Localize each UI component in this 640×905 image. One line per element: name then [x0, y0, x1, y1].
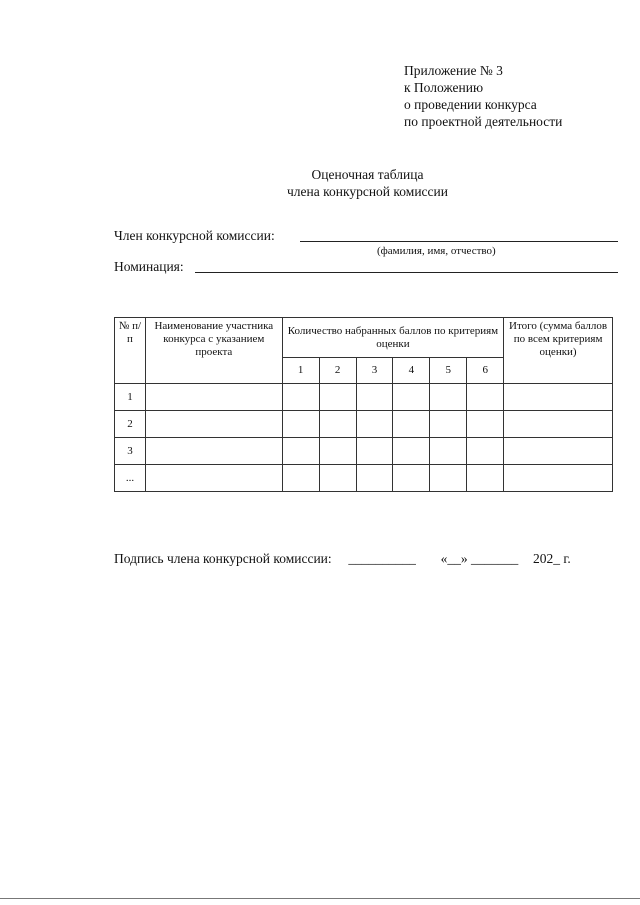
row-number: 1	[115, 384, 146, 411]
nomination-line	[195, 272, 618, 273]
criterion-header: 5	[430, 358, 467, 384]
member-name-line	[300, 241, 618, 242]
appendix-line: Приложение № 3	[404, 63, 503, 78]
participant-cell[interactable]	[145, 384, 282, 411]
criterion-header: 2	[319, 358, 356, 384]
score-cell[interactable]	[282, 438, 319, 465]
score-cell[interactable]	[430, 438, 467, 465]
header-number: № п/п	[115, 318, 146, 384]
score-cell[interactable]	[467, 384, 504, 411]
score-cell[interactable]	[393, 438, 430, 465]
total-cell[interactable]	[504, 384, 613, 411]
signature-blank[interactable]: __________	[348, 551, 416, 566]
row-number: 2	[115, 411, 146, 438]
date-month-blank[interactable]: _______	[471, 551, 519, 566]
signature-line	[114, 551, 571, 567]
score-cell[interactable]	[467, 465, 504, 492]
criterion-header: 6	[467, 358, 504, 384]
date-day[interactable]: «__»	[440, 551, 468, 566]
score-cell[interactable]	[319, 384, 356, 411]
header-scores: Количество набранных баллов по критериям оценки	[282, 318, 503, 358]
score-cell[interactable]	[282, 384, 319, 411]
header-participant: Наименование участника конкурса с указанием проекта	[145, 318, 282, 384]
score-cell[interactable]	[467, 411, 504, 438]
score-cell[interactable]	[430, 465, 467, 492]
score-cell[interactable]	[282, 465, 319, 492]
participant-cell[interactable]	[145, 438, 282, 465]
score-cell[interactable]	[319, 438, 356, 465]
score-cell[interactable]	[319, 465, 356, 492]
signature-label: Подпись члена конкурсной комиссии:	[114, 551, 332, 566]
date-year: 202_ г.	[533, 551, 571, 566]
criterion-header: 3	[356, 358, 393, 384]
page-bottom-rule	[0, 898, 640, 899]
total-cell[interactable]	[504, 438, 613, 465]
nomination-label: Номинация:	[114, 259, 184, 274]
member-hint: (фамилия, имя, отчество)	[377, 245, 496, 257]
title-line: члена конкурсной комиссии	[287, 184, 448, 199]
total-cell[interactable]	[504, 411, 613, 438]
score-cell[interactable]	[393, 384, 430, 411]
header-total: Итого (сумма баллов по всем критериям оценки)	[504, 318, 613, 384]
appendix-line: к Положению	[404, 80, 484, 95]
score-cell[interactable]	[393, 411, 430, 438]
total-cell[interactable]	[504, 465, 613, 492]
evaluation-table	[114, 317, 613, 492]
participant-cell[interactable]	[145, 465, 282, 492]
score-cell[interactable]	[356, 384, 393, 411]
document-title	[0, 166, 640, 200]
appendix-block	[404, 62, 562, 130]
score-cell[interactable]	[356, 465, 393, 492]
member-label: Член конкурсной комиссии:	[114, 228, 275, 243]
row-number: ...	[115, 465, 146, 492]
score-cell[interactable]	[467, 438, 504, 465]
title-line: Оценочная таблица	[311, 167, 424, 182]
table-row	[115, 411, 613, 438]
score-cell[interactable]	[430, 411, 467, 438]
appendix-line: по проектной деятельности	[404, 114, 563, 129]
criterion-header: 4	[393, 358, 430, 384]
score-cell[interactable]	[282, 411, 319, 438]
appendix-line: о проведении конкурса	[404, 97, 537, 112]
score-cell[interactable]	[430, 384, 467, 411]
table-row	[115, 384, 613, 411]
score-cell[interactable]	[319, 411, 356, 438]
participant-cell[interactable]	[145, 411, 282, 438]
criterion-header: 1	[282, 358, 319, 384]
row-number: 3	[115, 438, 146, 465]
table-row	[115, 465, 613, 492]
score-cell[interactable]	[393, 465, 430, 492]
table-row	[115, 438, 613, 465]
score-cell[interactable]	[356, 411, 393, 438]
score-cell[interactable]	[356, 438, 393, 465]
